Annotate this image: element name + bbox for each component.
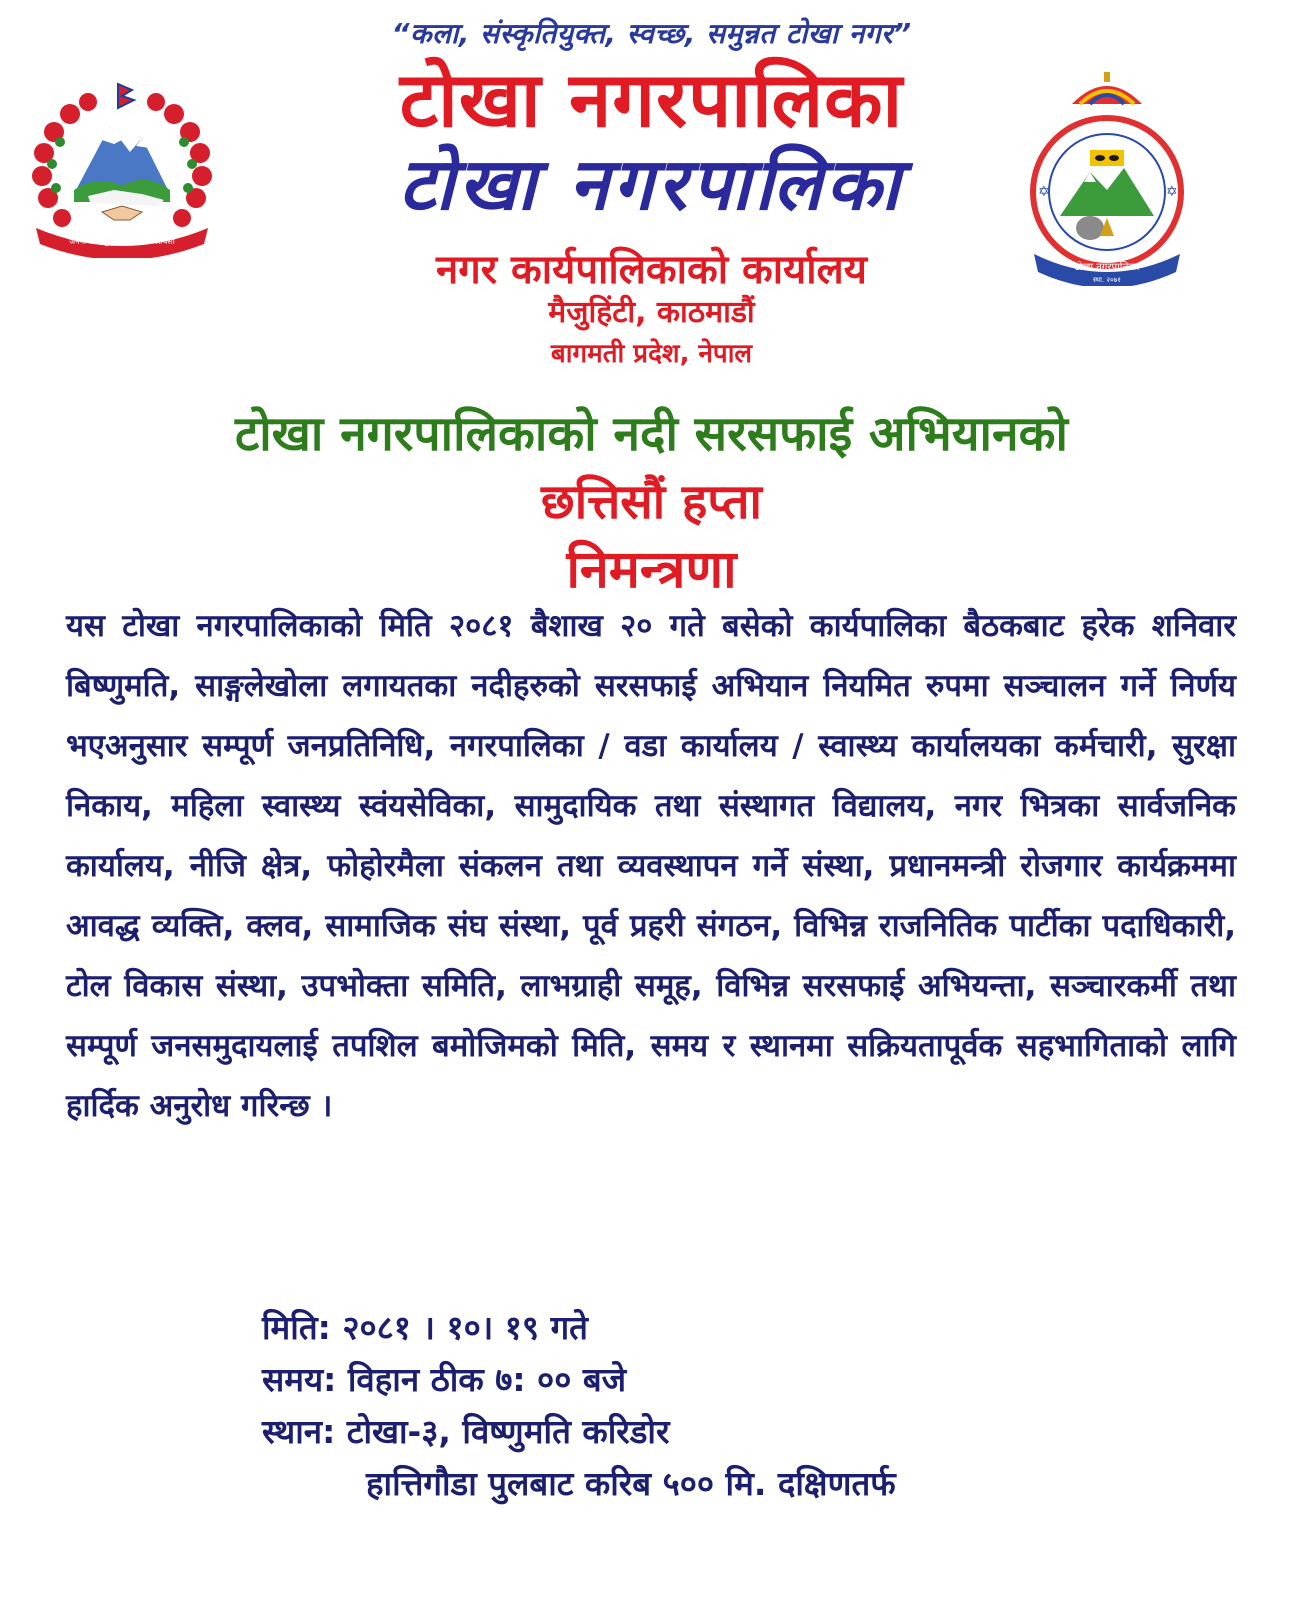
logo-ribbon-year: स्था. २०७१ <box>1093 276 1121 284</box>
office-name: नगर कार्यपालिकाको कार्यालय <box>436 247 867 293</box>
address-line-2: बागमती प्रदेश, नेपाल <box>550 339 753 369</box>
municipality-title: टोखा नगरपालिका <box>399 55 904 144</box>
event-date: मिति: २०८१ । १०। १९ गते <box>262 1308 588 1347</box>
event-time: समय: विहान ठीक ७: ०० बजे <box>262 1360 627 1399</box>
municipality-title-script: टोखा नगरपालिका <box>399 141 904 226</box>
event-details <box>262 1302 1222 1510</box>
svg-text:✡: ✡ <box>1166 184 1178 200</box>
invitation-body: यस टोखा नगरपालिकाको मिति २०८१ बैशाख २० गते बसेको कार्यपालिका बैठकबाट हरेक शनिवार बिष्णुमति, साङ्गलेखोला लगायतका नदीहरुको सरसफाई अभियान नियमित रुपमा सञ्चालन गर्ने निर्णय भएअनुसार सम्पूर्ण जनप्रतिनिधि, नगरपालिका / वडा कार्यालय / स्वास्थ्य कार्यालयका कर्मचारी, सुरक्षा निकाय, महिला स्वास्थ्य स्वंयसेविका, सामुदायिक तथा संस्थागत विद्यालय, नगर भित्रका सार्वजनिक कार्यालय, नीजि क्षेत्र, फोहोरमैला संकलन तथा व्यवस्थापन गर्ने संस्था, प्रधानमन्त्री रोजगार कार्यक्रममा आवद्ध व्यक्ति, क्लव, सामाजिक संघ संस्था, पूर्व प्रहरी संगठन, विभिन्न राजनितिक पार्टीका पदाधिकारी, टोल विकास संस्था, उपभोक्ता समिति, लाभग्राही समूह, विभिन्न सरसफाई अभियन्ता, सञ्चारकर्मी तथा सम्पूर्ण जनसमुदायलाई तपशिल बमोजिमको मिति, समय र स्थानमा सक्रियतापूर्वक सहभागिताको लागि हार्दिक अनुरोध गरिन्छ । <box>66 608 1236 1124</box>
notice-heading: टोखा नगरपालिकाको नदी सरसफाई अभियानको <box>235 406 1068 462</box>
emblem-motto: जननी जन्मभूमिश्च स्वर्गादपि गरीयसी <box>69 237 175 246</box>
logo-ribbon-text: टोखा नगरपालिका <box>1074 262 1140 273</box>
tokha-municipality-logo-icon <box>1020 68 1194 286</box>
svg-text:✡: ✡ <box>1038 184 1050 200</box>
event-place: स्थान: टोखा-३, विष्णुमति करिडोर <box>262 1412 670 1451</box>
week-number: छत्तिसौं हप्ता <box>541 474 762 530</box>
event-place-detail: हात्तिगौडा पुलबाट करिब ५०० मि. दक्षिणतर्फ <box>366 1464 896 1503</box>
address-line-1: मैजुहिंटी, काठमाडौं <box>548 295 755 330</box>
slogan: “कला, संस्कृतियुक्त, स्वच्छ, समुन्नत टोखा नगर” <box>391 17 912 50</box>
invitation-title: निमन्त्रणा <box>566 540 737 600</box>
